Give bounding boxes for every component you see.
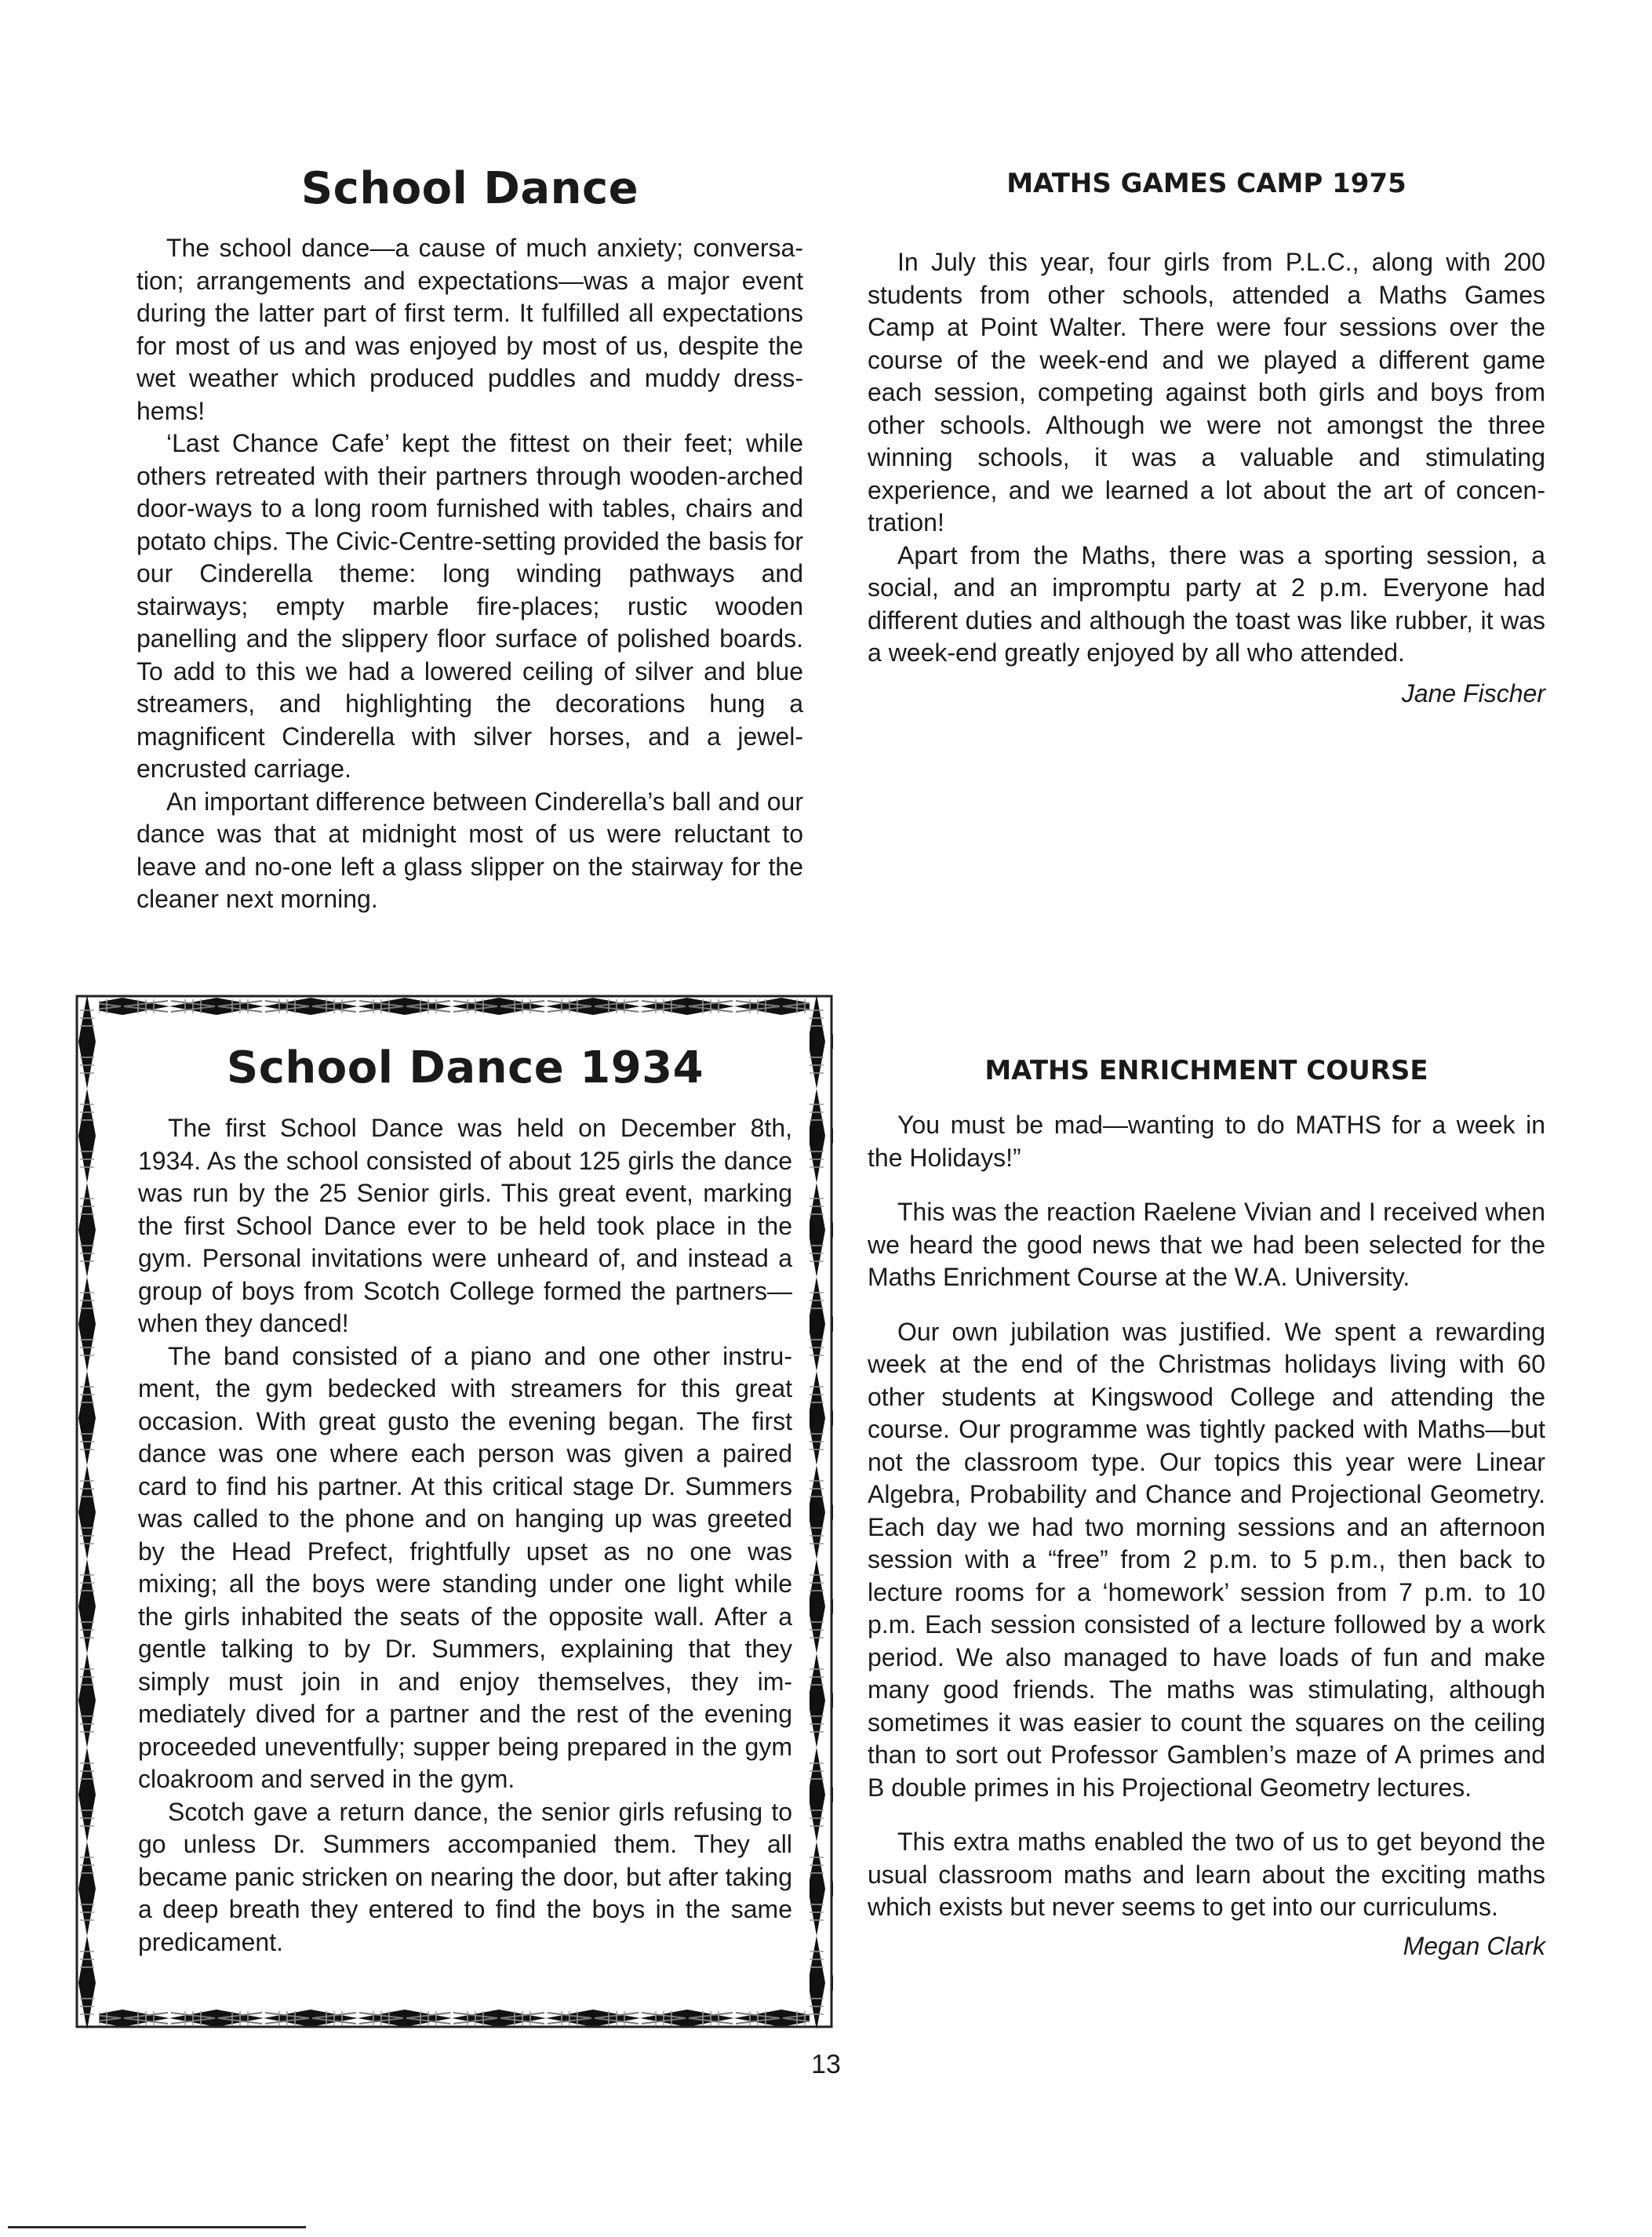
school-dance-1934-article: [138, 1038, 792, 1959]
maths-games-camp-paragraph-2: Apart from the Maths, there was a sporting session, a social, and an impromptu party at 2 p.m. Everyone had different duties and although the toast was like rubber, it was a week-end greatly enjoyed by all who attended.: [868, 540, 1545, 667]
maths-games-camp-title: MATHS GAMES CAMP 1975: [1006, 168, 1406, 199]
maths-enrichment-title: MATHS ENRICHMENT COURSE: [984, 1055, 1428, 1086]
school-dance-1934-paragraph-2: The band consisted of a piano and one other instrument, the gym bedecked with streamers for this great occasion. With great gusto the evening began. The first dance was one where each person was given a paired card to find his partner. At this critical stage Dr. Summers was called to the phone and on hanging up was greeted by the Head Prefect, frightfully upset as no one was mixing; all the boys were standing under one light while the girls inhabited the seats of the opposite wall. After a gentle talking to by Dr. Summers, explaining that they simply must join in and enjoy themselves, they immediately dived for a partner and the rest of the evening proceeded uneventfully; supper being prepared in the gym cloakroom and served in the gym.: [138, 1341, 792, 1793]
footer-rule: [8, 2226, 306, 2228]
maths-games-camp-author: Jane Fischer: [1401, 678, 1545, 707]
maths-games-camp-paragraph-1: In July this year, four girls from P.L.C., along with 200 students from other schools, attended a Maths Games Camp at Point Walter. There were four sessions over the course of the week-end and we played a different game each session, competing against both girls and boys from other schools. Although we were not amongst the three winning schools, it was a valuable and stimulating experience, and we learned a lot about the art of concentration!: [868, 248, 1545, 537]
page-number: 13: [811, 2050, 841, 2079]
school-dance-paragraph-3: An important difference between Cinderella’s ball and our dance was that at midnight most of us were reluctant to leave and no-one left a glass slipper on the stairway for the cleaner next morning.: [136, 787, 803, 913]
school-dance-title: School Dance: [300, 163, 639, 214]
school-dance-1934-title: School Dance 1934: [226, 1042, 704, 1093]
school-dance-1934-paragraph-1: The first School Dance was held on December 8th, 1934. As the school consisted of about 125 girls the dance was run by the 25 Senior girls. This great event, marking the first School Dance ever to be held took place in the gym. Personal invitations were unheard of, and instead a group of boys from Scotch College formed the partners—when they danced!: [138, 1114, 792, 1337]
maths-enrichment-paragraph-1: You must be mad—wanting to do MATHS for a week in the Holidays!”: [868, 1111, 1545, 1172]
school-dance-1934-paragraph-3: Scotch gave a return dance, the senior girls refusing to go unless Dr. Summers accompanied them. They all became panic stricken on nearing the door, but after taking a deep breath they entered to find the boys in the same predicament.: [138, 1797, 792, 1956]
border-bottom: [75, 2005, 833, 2028]
maths-enrichment-paragraph-2: This was the reaction Raelene Vivian and I received when we heard the good news that we had been selected for the Maths Enrichment Course at the W.A. University.: [868, 1198, 1545, 1291]
maths-games-camp-article: [868, 162, 1545, 710]
school-dance-article: [136, 162, 803, 916]
school-dance-paragraph-1: The school dance—a cause of much anxiety; conversation; arrangements and expectations—was a major event during the latter part of first term. It fulfilled all expectations for most of us and was enjoyed by most of us, despite the wet weather which produced puddles and muddy dress-hems!: [136, 234, 803, 425]
maths-enrichment-paragraph-3: Our own jubilation was justified. We spent a rewarding week at the end of the Christmas holidays living with 60 other students at Kingswood College and attending the course. Our programme was tightly packed with Maths—but not the classroom type. Our topics this year were Linear Algebra, Probability and Chance and Projectional Geometry. Each day we had two morning sessions and an afternoon session with a “free” from 2 p.m. to 5 p.m., then back to lecture rooms for a ‘homework’ session from 7 p.m. to 10 p.m. Each session consisted of a lecture followed by a work period. We also managed to have loads of fun and make many good friends. The maths was stimulating, although sometimes it was easier to count the squares on the ceiling than to sort out Professor Gamblen’s maze of A primes and B double primes in his Projectional Geometry lectures.: [868, 1317, 1545, 1802]
maths-enrichment-article: [868, 1043, 1545, 1962]
border-top: [75, 995, 833, 1018]
maths-enrichment-paragraph-4: This extra maths enabled the two of us to get beyond the usual classroom maths and learn about the exciting maths which exists but never seems to get into our curriculums.: [868, 1828, 1545, 1921]
border-right: [810, 995, 833, 2028]
school-dance-paragraph-2: ‘Last Chance Cafe’ kept the fittest on their feet; while others retreated with their partners through wooden-arched door-ways to a long room furnished with tables, chairs and potato chips. The Civic-Centre-setting provided the basis for our Cinderella theme: long winding pathways and stairways; empty marble fire-places; rustic wooden panelling and the slippery floor surface of polished boards. To add to this we had a lowered ceiling of silver and blue streamers, and highlighting the decorations hung a magnificent Cinderella with silver horses, and a jewel-encrusted carriage.: [136, 429, 803, 783]
maths-enrichment-author: Megan Clark: [1403, 1931, 1545, 1960]
border-left: [75, 995, 99, 2028]
